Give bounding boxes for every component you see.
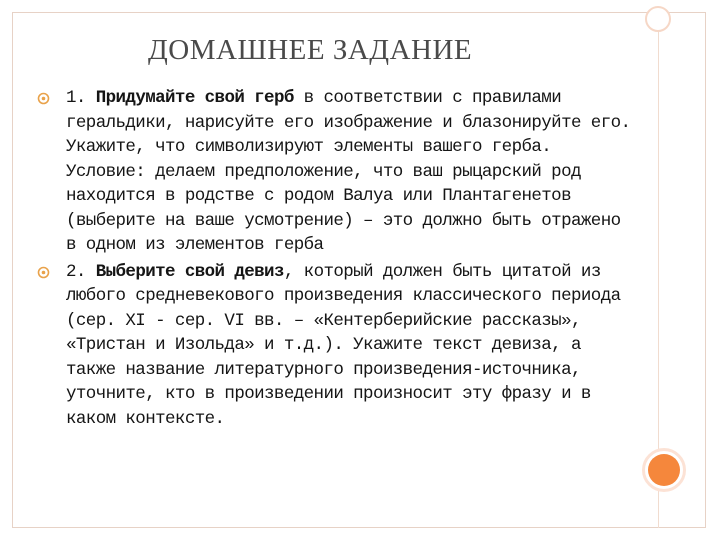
slide-title: ДОМАШНЕЕ ЗАДАНИЕ — [148, 34, 473, 66]
task-item-1 — [34, 86, 634, 258]
task-heading: Придумайте свой герб — [95, 88, 294, 108]
task-number: 2. — [66, 261, 96, 282]
task-text: в соответствии с правилами геральдики, нарисуйте его изображение и блазонируйте его. Укажите, что символизируют элементы вашего герба. Условие: делаем предположение, что ваш рыцарский род находится в родстве с родом Валуа или Плантагенетов (выберите на ваше усмотрение) – это должно быть отражено в одном из элементов герба — [66, 88, 631, 255]
task-item-2 — [34, 260, 634, 432]
decorative-circle-top — [645, 6, 671, 32]
task-heading: Выберите свой девиз — [95, 261, 284, 282]
bullet-icon — [37, 92, 50, 105]
decorative-circle-bottom — [642, 448, 686, 492]
decorative-circle-fill — [648, 454, 680, 486]
task-number: 1. — [66, 88, 96, 108]
bullet-icon — [37, 266, 50, 279]
task-list — [34, 86, 634, 431]
task-text: , который должен быть цитатой из любого средневекового произведения классического периода (сер. XI - сер. VI вв. – «Кентерберийские рассказы», «Тристан и Изольда» и т.д.). Укажите текст девиза, а также название литературного произведения-источника, уточните, кто в произведении произносит эту фразу и в каком контексте. — [66, 261, 621, 429]
